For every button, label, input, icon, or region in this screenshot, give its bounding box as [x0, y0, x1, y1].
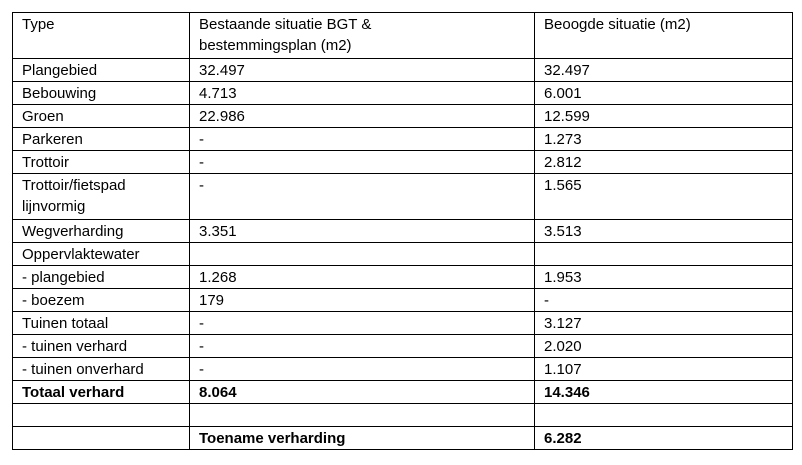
row-existing	[190, 404, 535, 427]
row-intended	[535, 404, 793, 427]
table-row	[13, 335, 793, 358]
row-existing: 8.064	[190, 381, 535, 404]
row-type: - tuinen onverhard	[13, 358, 190, 381]
table-row	[13, 105, 793, 128]
table-header-row	[13, 13, 793, 59]
row-existing: 4.713	[190, 82, 535, 105]
row-type: Plangebied	[13, 59, 190, 82]
row-intended: -	[535, 289, 793, 312]
row-type	[13, 427, 190, 450]
row-type: Wegverharding	[13, 220, 190, 243]
row-existing: 3.351	[190, 220, 535, 243]
row-intended: 1.273	[535, 128, 793, 151]
row-intended: 2.812	[535, 151, 793, 174]
table-row	[13, 151, 793, 174]
header-existing-situation: Bestaande situatie BGT & bestemmingsplan (m2)	[190, 13, 535, 59]
surface-area-table	[12, 12, 793, 450]
row-intended: 2.020	[535, 335, 793, 358]
table-row	[13, 220, 793, 243]
row-type: Trottoir/fietspad lijnvormig	[13, 174, 190, 220]
row-intended: 3.513	[535, 220, 793, 243]
row-type: Trottoir	[13, 151, 190, 174]
row-existing: -	[190, 174, 535, 220]
table-row	[13, 59, 793, 82]
row-existing: 32.497	[190, 59, 535, 82]
row-type: Parkeren	[13, 128, 190, 151]
row-intended	[535, 243, 793, 266]
row-type: - plangebied	[13, 266, 190, 289]
header-type: Type	[13, 13, 190, 59]
row-intended: 14.346	[535, 381, 793, 404]
row-intended: 1.565	[535, 174, 793, 220]
row-existing: -	[190, 128, 535, 151]
row-existing: -	[190, 312, 535, 335]
row-type: - tuinen verhard	[13, 335, 190, 358]
table-row	[13, 174, 793, 220]
header-intended-situation: Beoogde situatie (m2)	[535, 13, 793, 59]
row-intended: 12.599	[535, 105, 793, 128]
row-intended: 3.127	[535, 312, 793, 335]
row-existing: 22.986	[190, 105, 535, 128]
table-row	[13, 243, 793, 266]
row-intended: 1.107	[535, 358, 793, 381]
total-paved-row	[13, 381, 793, 404]
row-existing: -	[190, 335, 535, 358]
row-existing: Toename verharding	[190, 427, 535, 450]
row-existing: -	[190, 358, 535, 381]
empty-row	[13, 404, 793, 427]
row-type: Totaal verhard	[13, 381, 190, 404]
table-row	[13, 266, 793, 289]
table-row	[13, 128, 793, 151]
row-intended: 32.497	[535, 59, 793, 82]
row-type: Tuinen totaal	[13, 312, 190, 335]
row-type: Groen	[13, 105, 190, 128]
paving-increase-row	[13, 427, 793, 450]
table-row	[13, 312, 793, 335]
row-type: Oppervlaktewater	[13, 243, 190, 266]
row-intended: 6.001	[535, 82, 793, 105]
row-type	[13, 404, 190, 427]
row-existing: -	[190, 151, 535, 174]
row-existing: 179	[190, 289, 535, 312]
row-intended: 6.282	[535, 427, 793, 450]
row-existing	[190, 243, 535, 266]
row-intended: 1.953	[535, 266, 793, 289]
table-row	[13, 82, 793, 105]
row-type: Bebouwing	[13, 82, 190, 105]
table-row	[13, 289, 793, 312]
row-type: - boezem	[13, 289, 190, 312]
table-row	[13, 358, 793, 381]
row-existing: 1.268	[190, 266, 535, 289]
